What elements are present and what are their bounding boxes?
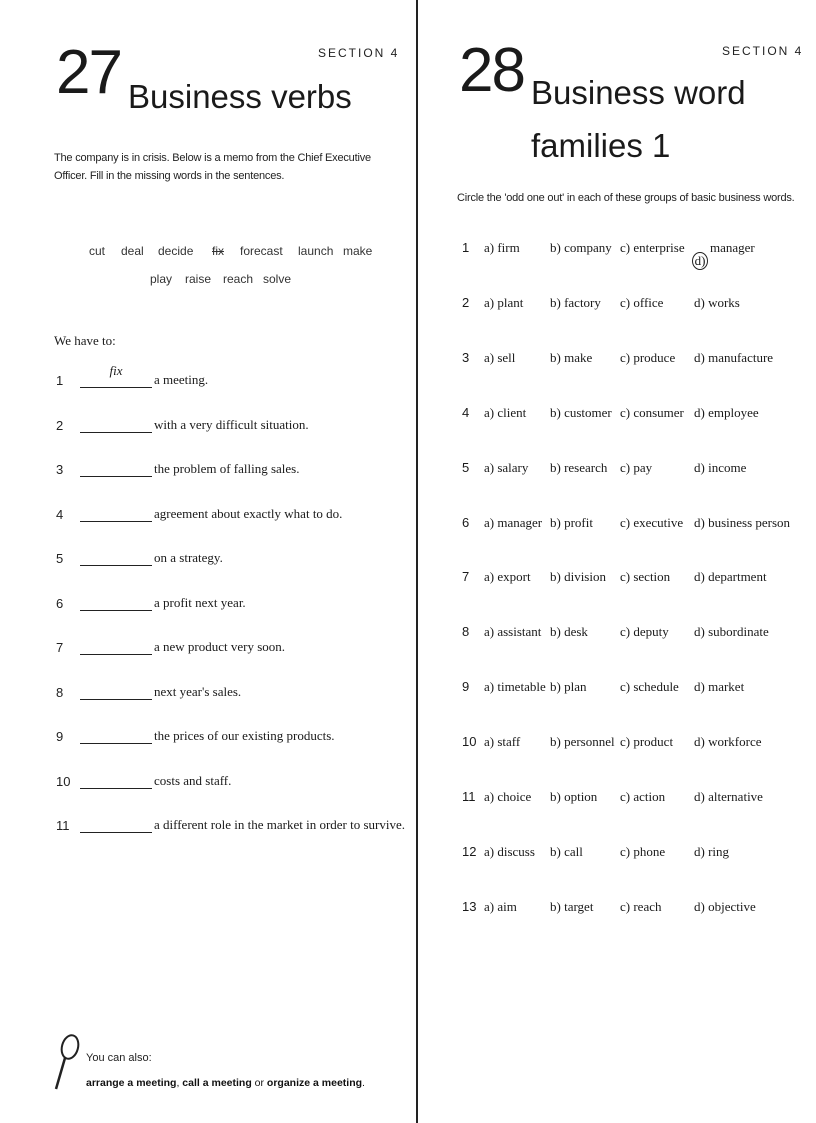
answer-blank[interactable]: [80, 460, 152, 477]
question-number: 4: [462, 404, 470, 420]
word-box-word: decide: [158, 244, 194, 258]
question-number: 8: [462, 624, 470, 640]
unit-title-business-verbs: Business verbs: [128, 78, 352, 115]
question-number: 10: [462, 734, 477, 750]
option-d-word: manufacture: [708, 349, 774, 365]
item-text: on a strategy.: [154, 550, 223, 565]
fill-in-item: [56, 546, 223, 566]
option-letter[interactable]: d): [694, 734, 705, 750]
answer-blank[interactable]: [80, 416, 152, 433]
tip-separator: .: [362, 1077, 365, 1089]
question-number: 13: [462, 898, 477, 914]
option-c[interactable]: c) enterprise: [620, 240, 685, 255]
option-b[interactable]: b) personnel: [550, 734, 615, 750]
option-b[interactable]: b) make: [550, 349, 593, 365]
word-box-word: reach: [223, 272, 254, 286]
option-b[interactable]: b) desk: [550, 624, 588, 640]
word-box-row-1: [89, 244, 372, 258]
option-b[interactable]: b) option: [550, 789, 598, 804]
option-d[interactable]: [694, 789, 763, 805]
circle-mark: d): [692, 252, 708, 270]
option-c[interactable]: c) deputy: [620, 624, 669, 640]
option-d-word: workforce: [708, 734, 762, 750]
item-text: next year's sales.: [154, 683, 242, 699]
question-number: 7: [462, 569, 470, 585]
option-a[interactable]: a) assistant: [484, 624, 542, 640]
word-box-word: deal: [121, 244, 144, 258]
item-number: 9: [56, 729, 64, 744]
option-d[interactable]: [694, 679, 744, 695]
option-letter[interactable]: d): [694, 404, 705, 420]
question-number: 3: [462, 349, 470, 365]
option-d-word: alternative: [708, 789, 763, 804]
unit-number-28: 28: [459, 36, 524, 105]
option-letter[interactable]: d): [694, 459, 705, 475]
word-box-word: forecast: [240, 244, 283, 258]
option-c[interactable]: c) schedule: [620, 679, 679, 695]
word-box-word: launch: [298, 244, 334, 258]
option-a[interactable]: a) salary: [484, 459, 529, 475]
option-b[interactable]: b) company: [550, 240, 612, 255]
option-c[interactable]: c) executive: [620, 514, 684, 530]
fill-in-item: [56, 413, 309, 433]
unit-title-line-2: families 1: [531, 127, 671, 164]
tip-text: [86, 1077, 365, 1089]
option-d-word: subordinate: [708, 624, 769, 640]
option-letter[interactable]: d): [694, 569, 705, 585]
option-c[interactable]: c) product: [620, 734, 674, 750]
item-number: 5: [56, 551, 64, 566]
option-d-word: business person: [708, 514, 791, 530]
option-c[interactable]: c) phone: [620, 843, 666, 859]
option-a[interactable]: a) timetable: [484, 679, 546, 695]
answer-blank[interactable]: [80, 638, 152, 655]
question-number: 5: [462, 459, 470, 475]
option-d[interactable]: [694, 295, 740, 311]
question-number: 2: [462, 294, 470, 310]
section-tag: SECTION 4: [722, 44, 804, 58]
option-d-word: employee: [708, 404, 759, 420]
option-a[interactable]: a) plant: [484, 294, 524, 310]
option-letter[interactable]: d): [694, 624, 705, 640]
question-number: 6: [462, 514, 470, 530]
item-text: costs and staff.: [154, 772, 232, 788]
option-a[interactable]: a) firm: [484, 240, 520, 255]
right-page: [421, 0, 816, 1123]
exercise-instructions: Circle the 'odd one out' in each of these groups of basic business words.: [457, 192, 795, 204]
item-text: a profit next year.: [154, 594, 246, 610]
option-d-word: ring: [708, 843, 730, 859]
item-number: 4: [56, 506, 64, 522]
book-spine: [416, 0, 418, 1123]
option-d[interactable]: [694, 350, 773, 366]
question-number: 11: [462, 789, 476, 804]
option-letter[interactable]: d): [694, 514, 705, 530]
option-d[interactable]: [694, 734, 762, 750]
option-c[interactable]: c) pay: [620, 459, 653, 475]
answer-blank[interactable]: [80, 363, 152, 388]
item-number: 7: [56, 640, 64, 655]
option-d-word: market: [708, 679, 745, 695]
option-b[interactable]: b) profit: [550, 514, 593, 530]
fill-in-item: [56, 591, 246, 611]
fill-in-item: [56, 363, 209, 388]
tip-phrase: arrange a meeting: [86, 1077, 177, 1089]
option-d-word: income: [708, 459, 747, 475]
option-d-word: works: [708, 294, 740, 310]
unit-title-line-1: Business word: [531, 74, 746, 111]
fill-in-item: [56, 769, 231, 789]
option-a[interactable]: a) choice: [484, 789, 532, 804]
option-a[interactable]: a) staff: [484, 734, 521, 750]
fill-in-item: [56, 502, 342, 522]
question-number: 1: [462, 240, 470, 255]
option-c[interactable]: c) produce: [620, 349, 676, 365]
tip-label: You can also:: [86, 1052, 152, 1064]
section-tag: SECTION 4: [318, 46, 400, 60]
word-box-word: make: [343, 244, 373, 258]
word-box-row-2: [150, 272, 291, 286]
item-number: 8: [56, 684, 64, 700]
word-box-word: cut: [89, 244, 106, 258]
option-d-word: manager: [710, 240, 755, 255]
option-d[interactable]: [694, 569, 767, 585]
tip-phrase: call a meeting: [182, 1077, 252, 1089]
answer-blank[interactable]: [80, 816, 152, 833]
answer-text: fix: [109, 363, 123, 378]
option-d[interactable]: [694, 405, 759, 421]
option-letter[interactable]: d): [694, 679, 705, 695]
exercise-instructions: The company is in crisis. Below is a memo from the Chief Executive Officer. Fill in the missing words in the sentences.: [54, 152, 371, 182]
option-d[interactable]: [694, 844, 729, 860]
option-d[interactable]: [694, 899, 756, 915]
item-number: 1: [56, 373, 64, 388]
option-d[interactable]: [694, 240, 755, 268]
item-text: a meeting.: [154, 372, 209, 387]
option-a[interactable]: a) manager: [484, 514, 543, 530]
option-letter[interactable]: d): [694, 843, 705, 859]
item-number: 11: [56, 818, 70, 833]
fill-in-item: [56, 813, 405, 833]
option-b[interactable]: b) division: [550, 569, 606, 585]
option-c[interactable]: c) reach: [620, 898, 662, 914]
item-text: the prices of our existing products.: [154, 728, 335, 743]
answer-blank[interactable]: [80, 683, 152, 700]
option-b[interactable]: b) customer: [550, 404, 612, 420]
option-d[interactable]: [694, 460, 746, 476]
fill-in-item: [56, 635, 285, 655]
memo-lead-in: We have to:: [54, 333, 116, 348]
magnifying-glass-icon: [52, 1033, 82, 1093]
option-c[interactable]: c) action: [620, 789, 666, 804]
word-box-word: play: [150, 272, 173, 286]
option-d-word: objective: [708, 898, 756, 914]
answer-blank[interactable]: [80, 505, 152, 522]
word-box-word-used: fix: [212, 244, 224, 258]
option-c[interactable]: c) section: [620, 569, 671, 585]
item-number: 2: [56, 417, 64, 433]
item-text: the problem of falling sales.: [154, 461, 300, 476]
unit-number-27: 27: [56, 38, 121, 107]
option-b[interactable]: b) research: [550, 459, 608, 475]
option-letter[interactable]: d): [694, 898, 705, 914]
option-letter[interactable]: d): [694, 789, 705, 804]
item-number: 3: [56, 462, 64, 477]
option-b[interactable]: b) factory: [550, 294, 601, 310]
tip-phrase: organize a meeting: [266, 1077, 363, 1089]
answer-blank[interactable]: [80, 594, 152, 611]
question-number: 9: [462, 679, 470, 695]
word-box-word: raise: [185, 272, 212, 286]
option-b[interactable]: b) plan: [550, 679, 587, 695]
item-text: with a very difficult situation.: [154, 416, 309, 432]
word-box-word: solve: [263, 272, 292, 286]
answer-blank[interactable]: [80, 727, 152, 744]
option-a[interactable]: a) client: [484, 404, 527, 420]
fill-in-item: [56, 680, 241, 700]
option-c[interactable]: c) office: [620, 294, 664, 310]
answer-blank[interactable]: [80, 549, 152, 566]
item-number: 6: [56, 595, 64, 611]
option-letter[interactable]: d): [694, 294, 705, 310]
option-a[interactable]: a) aim: [484, 898, 517, 914]
option-b[interactable]: b) target: [550, 898, 594, 914]
fill-in-item: [56, 457, 300, 477]
option-b[interactable]: b) call: [550, 843, 583, 859]
answer-blank[interactable]: [80, 772, 152, 789]
option-d[interactable]: [694, 515, 790, 531]
option-d[interactable]: [694, 624, 769, 640]
option-letter[interactable]: d): [694, 349, 705, 365]
option-a[interactable]: a) sell: [484, 349, 516, 365]
option-d-word: department: [708, 569, 767, 585]
item-text: a different role in the market in order to survive.: [154, 817, 406, 832]
item-number: 10: [56, 773, 71, 789]
option-c[interactable]: c) consumer: [620, 404, 684, 420]
item-text: a new product very soon.: [154, 639, 286, 654]
item-text: agreement about exactly what to do.: [154, 505, 343, 521]
tip-separator: or: [251, 1077, 267, 1089]
option-a[interactable]: a) export: [484, 569, 531, 585]
fill-in-item: [56, 724, 335, 744]
option-a[interactable]: a) discuss: [484, 843, 535, 859]
tip-separator: ,: [176, 1077, 183, 1089]
question-number: 12: [462, 843, 477, 859]
